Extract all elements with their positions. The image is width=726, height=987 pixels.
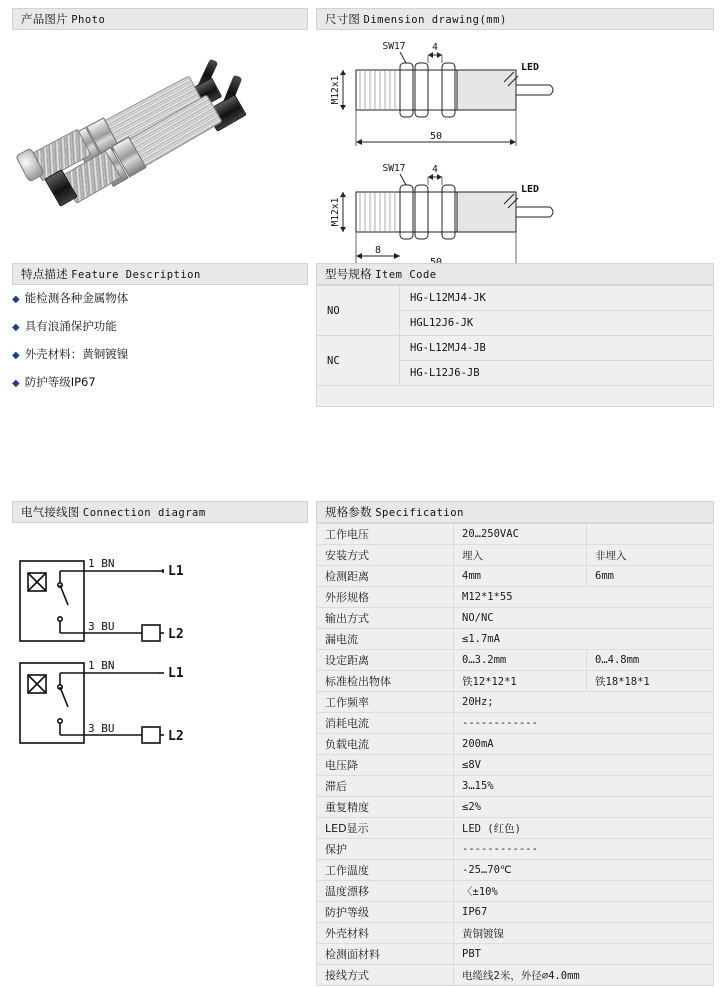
spec-value: 4mm (454, 566, 587, 587)
spec-value: ≤2% (454, 797, 714, 818)
item-code-table (316, 285, 714, 407)
dim-label-length-top: 50 (429, 131, 443, 142)
section-title-en: Item Code (375, 269, 437, 281)
spec-key: LED显示 (317, 818, 454, 839)
table-row (317, 860, 714, 881)
spec-key: 检测面材料 (317, 944, 454, 965)
spec-value: 0…3.2mm (454, 650, 587, 671)
spec-value-2: 6mm (587, 566, 714, 587)
dimension-drawing (316, 30, 714, 256)
conn-load-label: L2 (168, 627, 184, 642)
section-title-cn: 型号规格 (325, 267, 372, 281)
dim-label-led-top: LED (521, 62, 540, 73)
item-type: NC (317, 336, 400, 386)
feature-item (12, 341, 308, 369)
spec-value: ≤1.7mA (454, 629, 714, 650)
table-row (317, 524, 714, 545)
connection-svg (12, 523, 308, 783)
empty-cell (317, 386, 714, 407)
table-row (317, 671, 714, 692)
spec-key: 外形规格 (317, 587, 454, 608)
conn-load-label: L2 (168, 729, 184, 744)
spec-key: 滞后 (317, 776, 454, 797)
table-row (317, 797, 714, 818)
spec-value: M12*1*55 (454, 587, 714, 608)
table-row (317, 818, 714, 839)
spec-key: 消耗电流 (317, 713, 454, 734)
spec-value-2: 非埋入 (587, 545, 714, 566)
table-row (317, 755, 714, 776)
diamond-icon: ◆ (12, 378, 20, 389)
table-row (317, 902, 714, 923)
feature-item (12, 313, 308, 341)
dim-label-sw-top: SW17 (382, 41, 406, 52)
conn-wire-label: 3 BU (88, 722, 115, 735)
table-row (317, 629, 714, 650)
spec-key: 设定距离 (317, 650, 454, 671)
connection-diagram (12, 523, 308, 783)
spec-key: 负载电流 (317, 734, 454, 755)
section-title-cn: 特点描述 (21, 267, 68, 281)
section-title-en: Connection diagram (82, 507, 206, 519)
spec-key: 防护等级 (317, 902, 454, 923)
spec-value: 3…15% (454, 776, 714, 797)
table-row-spacer (317, 386, 714, 407)
diamond-icon: ◆ (12, 350, 20, 361)
table-row (317, 692, 714, 713)
section-title-en: Dimension drawing(mm) (363, 14, 507, 26)
spec-value: 铁12*12*1 (454, 671, 587, 692)
dim-label-gap-top: 4 (432, 42, 438, 53)
spec-key: 工作频率 (317, 692, 454, 713)
spec-key: 检测距离 (317, 566, 454, 587)
section-header-dimension (316, 8, 714, 30)
spec-key: 漏电流 (317, 629, 454, 650)
spec-value: 黄铜镀镍 (454, 923, 714, 944)
section-header-connection (12, 501, 308, 523)
item-code: HG-L12J6-JB (400, 361, 714, 386)
spec-key: 安装方式 (317, 545, 454, 566)
spec-value: 20Hz; (454, 692, 714, 713)
spec-value: ≤8V (454, 755, 714, 776)
sensor-photo-2 (67, 75, 357, 265)
table-row (317, 336, 714, 361)
item-code: HG-L12MJ4-JB (400, 336, 714, 361)
spec-key: 温度漂移 (317, 881, 454, 902)
table-row (317, 713, 714, 734)
section-header-photo (12, 8, 308, 30)
conn-wire-label: 1 BN (88, 557, 115, 570)
item-code: HGL12J6-JK (400, 311, 714, 336)
spec-key: 外壳材料 (317, 923, 454, 944)
feature-item (12, 285, 308, 313)
conn-load-label: L1 (168, 666, 184, 681)
specification-table (316, 523, 714, 986)
section-header-spec (316, 501, 714, 523)
table-row (317, 587, 714, 608)
table-row (317, 776, 714, 797)
section-header-feature (12, 263, 308, 285)
section-title-cn: 尺寸图 (325, 12, 361, 26)
spec-value: 20…250VAC (454, 524, 587, 545)
dim-label-gap-bottom: 4 (432, 164, 438, 175)
spec-value: 200mA (454, 734, 714, 755)
conn-load-label: L1 (168, 564, 184, 579)
spec-key: 重复精度 (317, 797, 454, 818)
spec-value: LED (红色) (454, 818, 714, 839)
feature-text: 外壳材料：黄铜镀镍 (24, 347, 129, 361)
dim-label-left-bottom: 8 (374, 245, 382, 256)
spec-value-2 (587, 524, 714, 545)
dim-label-thread-bottom: M12x1 (330, 197, 341, 227)
conn-wire-label: 1 BN (88, 659, 115, 672)
spec-value-2: 0…4.8mm (587, 650, 714, 671)
feature-text: 能检测各种金属物体 (24, 291, 129, 305)
section-title-en: Feature Description (71, 269, 201, 281)
section-header-item-code (316, 263, 714, 285)
conn-wire-label: 3 BU (88, 620, 115, 633)
feature-text: 防护等级IP67 (24, 375, 96, 389)
spec-key: 标准检出物体 (317, 671, 454, 692)
spec-value: 〈±10% (454, 881, 714, 902)
section-title-en: Specification (375, 507, 464, 519)
dim-label-sw-bottom: SW17 (382, 163, 406, 174)
table-row (317, 286, 714, 311)
spec-value: NO/NC (454, 608, 714, 629)
spec-key: 输出方式 (317, 608, 454, 629)
table-row (317, 839, 714, 860)
section-title-cn: 电气接线图 (21, 505, 80, 519)
spec-key: 电压降 (317, 755, 454, 776)
spec-value: PBT (454, 944, 714, 965)
table-row (317, 965, 714, 986)
spec-value: ------------ (454, 713, 714, 734)
table-row (317, 608, 714, 629)
section-title-cn: 产品图片 (21, 12, 68, 26)
diamond-icon: ◆ (12, 294, 20, 305)
table-row (317, 566, 714, 587)
diamond-icon: ◆ (12, 322, 20, 333)
feature-list (12, 285, 308, 395)
spec-key: 接线方式 (317, 965, 454, 986)
item-type: NO (317, 286, 400, 336)
section-title-cn: 规格参数 (325, 505, 372, 519)
table-row (317, 923, 714, 944)
feature-item (12, 369, 308, 397)
table-row (317, 545, 714, 566)
spec-value: -25…70℃ (454, 860, 714, 881)
dim-label-led-bottom: LED (521, 184, 540, 195)
table-row (317, 734, 714, 755)
spec-value: 埋入 (454, 545, 587, 566)
item-code: HG-L12MJ4-JK (400, 286, 714, 311)
barrel-2 (127, 94, 223, 168)
dim-label-thread-top: M12x1 (330, 75, 341, 105)
spec-value-2: 铁18*18*1 (587, 671, 714, 692)
feature-text: 具有浪涌保护功能 (24, 319, 117, 333)
table-row (317, 944, 714, 965)
table-row (317, 650, 714, 671)
spec-key: 工作温度 (317, 860, 454, 881)
spec-key: 保护 (317, 839, 454, 860)
spec-value: IP67 (454, 902, 714, 923)
product-photo (12, 30, 308, 248)
spec-key: 工作电压 (317, 524, 454, 545)
dimension-svg (316, 30, 714, 256)
table-row (317, 881, 714, 902)
spec-value: ------------ (454, 839, 714, 860)
section-title-en: Photo (71, 14, 106, 26)
spec-value: 电缆线2米，外径∅4.0mm (454, 965, 714, 986)
